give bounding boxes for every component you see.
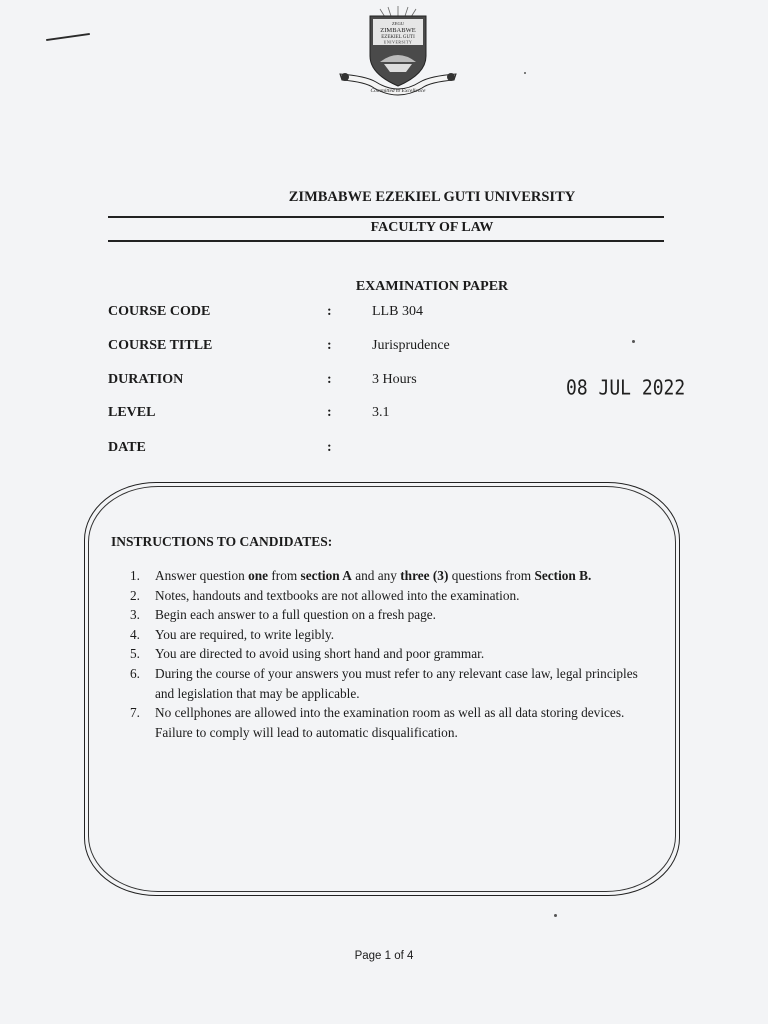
crest-line-1: ZIMBABWE: [380, 27, 416, 34]
university-crest-logo: [336, 4, 460, 96]
instruction-number: 5.: [130, 646, 140, 662]
field-value: 3 Hours: [372, 372, 417, 387]
instruction-emphasis: Section B.: [534, 568, 592, 583]
field-value: Jurisprudence: [372, 338, 450, 353]
instructions-heading: INSTRUCTIONS TO CANDIDATES:: [111, 534, 333, 549]
exam-title: EXAMINATION PAPER: [355, 279, 509, 294]
instruction-item: [130, 605, 650, 625]
instruction-text: questions from: [448, 568, 535, 583]
paper-speck: [524, 72, 526, 74]
instruction-text: You are directed to avoid using short hand and poor grammar.: [155, 646, 485, 662]
instruction-number: 4.: [130, 626, 140, 642]
instruction-item: [130, 664, 650, 703]
instruction-emphasis: section A: [300, 568, 352, 583]
instruction-text: You are required, to write legibly.: [155, 626, 335, 642]
instruction-emphasis: three (3): [400, 568, 449, 583]
instruction-number: 7.: [130, 705, 140, 721]
instructions-list: [130, 566, 650, 742]
instruction-number: 2.: [130, 587, 140, 603]
field-value: 3.1: [372, 405, 390, 420]
instruction-item: [130, 703, 650, 742]
instruction-number: 1.: [130, 568, 140, 583]
instruction-text: and any: [351, 568, 401, 583]
instruction-text: Begin each answer to a full question on a fresh page.: [155, 607, 436, 623]
field-label: COURSE CODE: [108, 304, 211, 319]
instruction-number: 3.: [130, 607, 140, 623]
page-number: Page 1 of 4: [354, 950, 414, 962]
instruction-text: During the course of your answers you must refer to any relevant case law, legal principles and legislation that may be applicable.: [155, 665, 638, 701]
field-colon: :: [327, 440, 332, 455]
instruction-text: Notes, handouts and textbooks are not allowed into the examination.: [155, 587, 520, 603]
field-colon: :: [327, 405, 332, 420]
field-value: LLB 304: [372, 304, 423, 319]
crest-line-2: EZEKIEL GUTI: [381, 35, 415, 40]
field-colon: :: [327, 304, 332, 319]
instruction-item: [130, 566, 650, 586]
field-colon: :: [327, 372, 332, 387]
field-label: LEVEL: [108, 405, 156, 420]
field-label: COURSE TITLE: [108, 338, 213, 353]
date-stamp: 08 JUL 2022: [566, 376, 686, 401]
paper-speck: [632, 340, 635, 343]
pen-mark: [46, 33, 90, 41]
field-colon: :: [327, 338, 332, 353]
crest-top-text: ZEGU: [392, 21, 404, 26]
instruction-text: No cellphones are allowed into the examination room as well as all data storing devices. Failure to comply will lead to automatic disqualification.: [155, 705, 625, 740]
instruction-item: [130, 586, 650, 606]
crest-line-3: UNIVERSITY: [383, 40, 413, 45]
crest-motto: Committed to Excellence: [370, 88, 426, 94]
paper-speck: [554, 914, 557, 917]
instruction-number: 6.: [130, 665, 140, 681]
field-label: DATE: [108, 440, 146, 455]
header-rule-bottom: [108, 240, 664, 242]
header-rule-top: [108, 216, 664, 218]
instruction-text: Answer question: [155, 568, 249, 583]
field-label: DURATION: [108, 372, 184, 387]
instruction-item: [130, 625, 650, 645]
instruction-emphasis: one: [248, 568, 269, 583]
university-name: ZIMBABWE EZEKIEL GUTI UNIVERSITY: [288, 189, 576, 205]
instruction-item: [130, 644, 650, 664]
faculty-name: FACULTY OF LAW: [370, 220, 494, 235]
instruction-text: from: [268, 568, 301, 583]
